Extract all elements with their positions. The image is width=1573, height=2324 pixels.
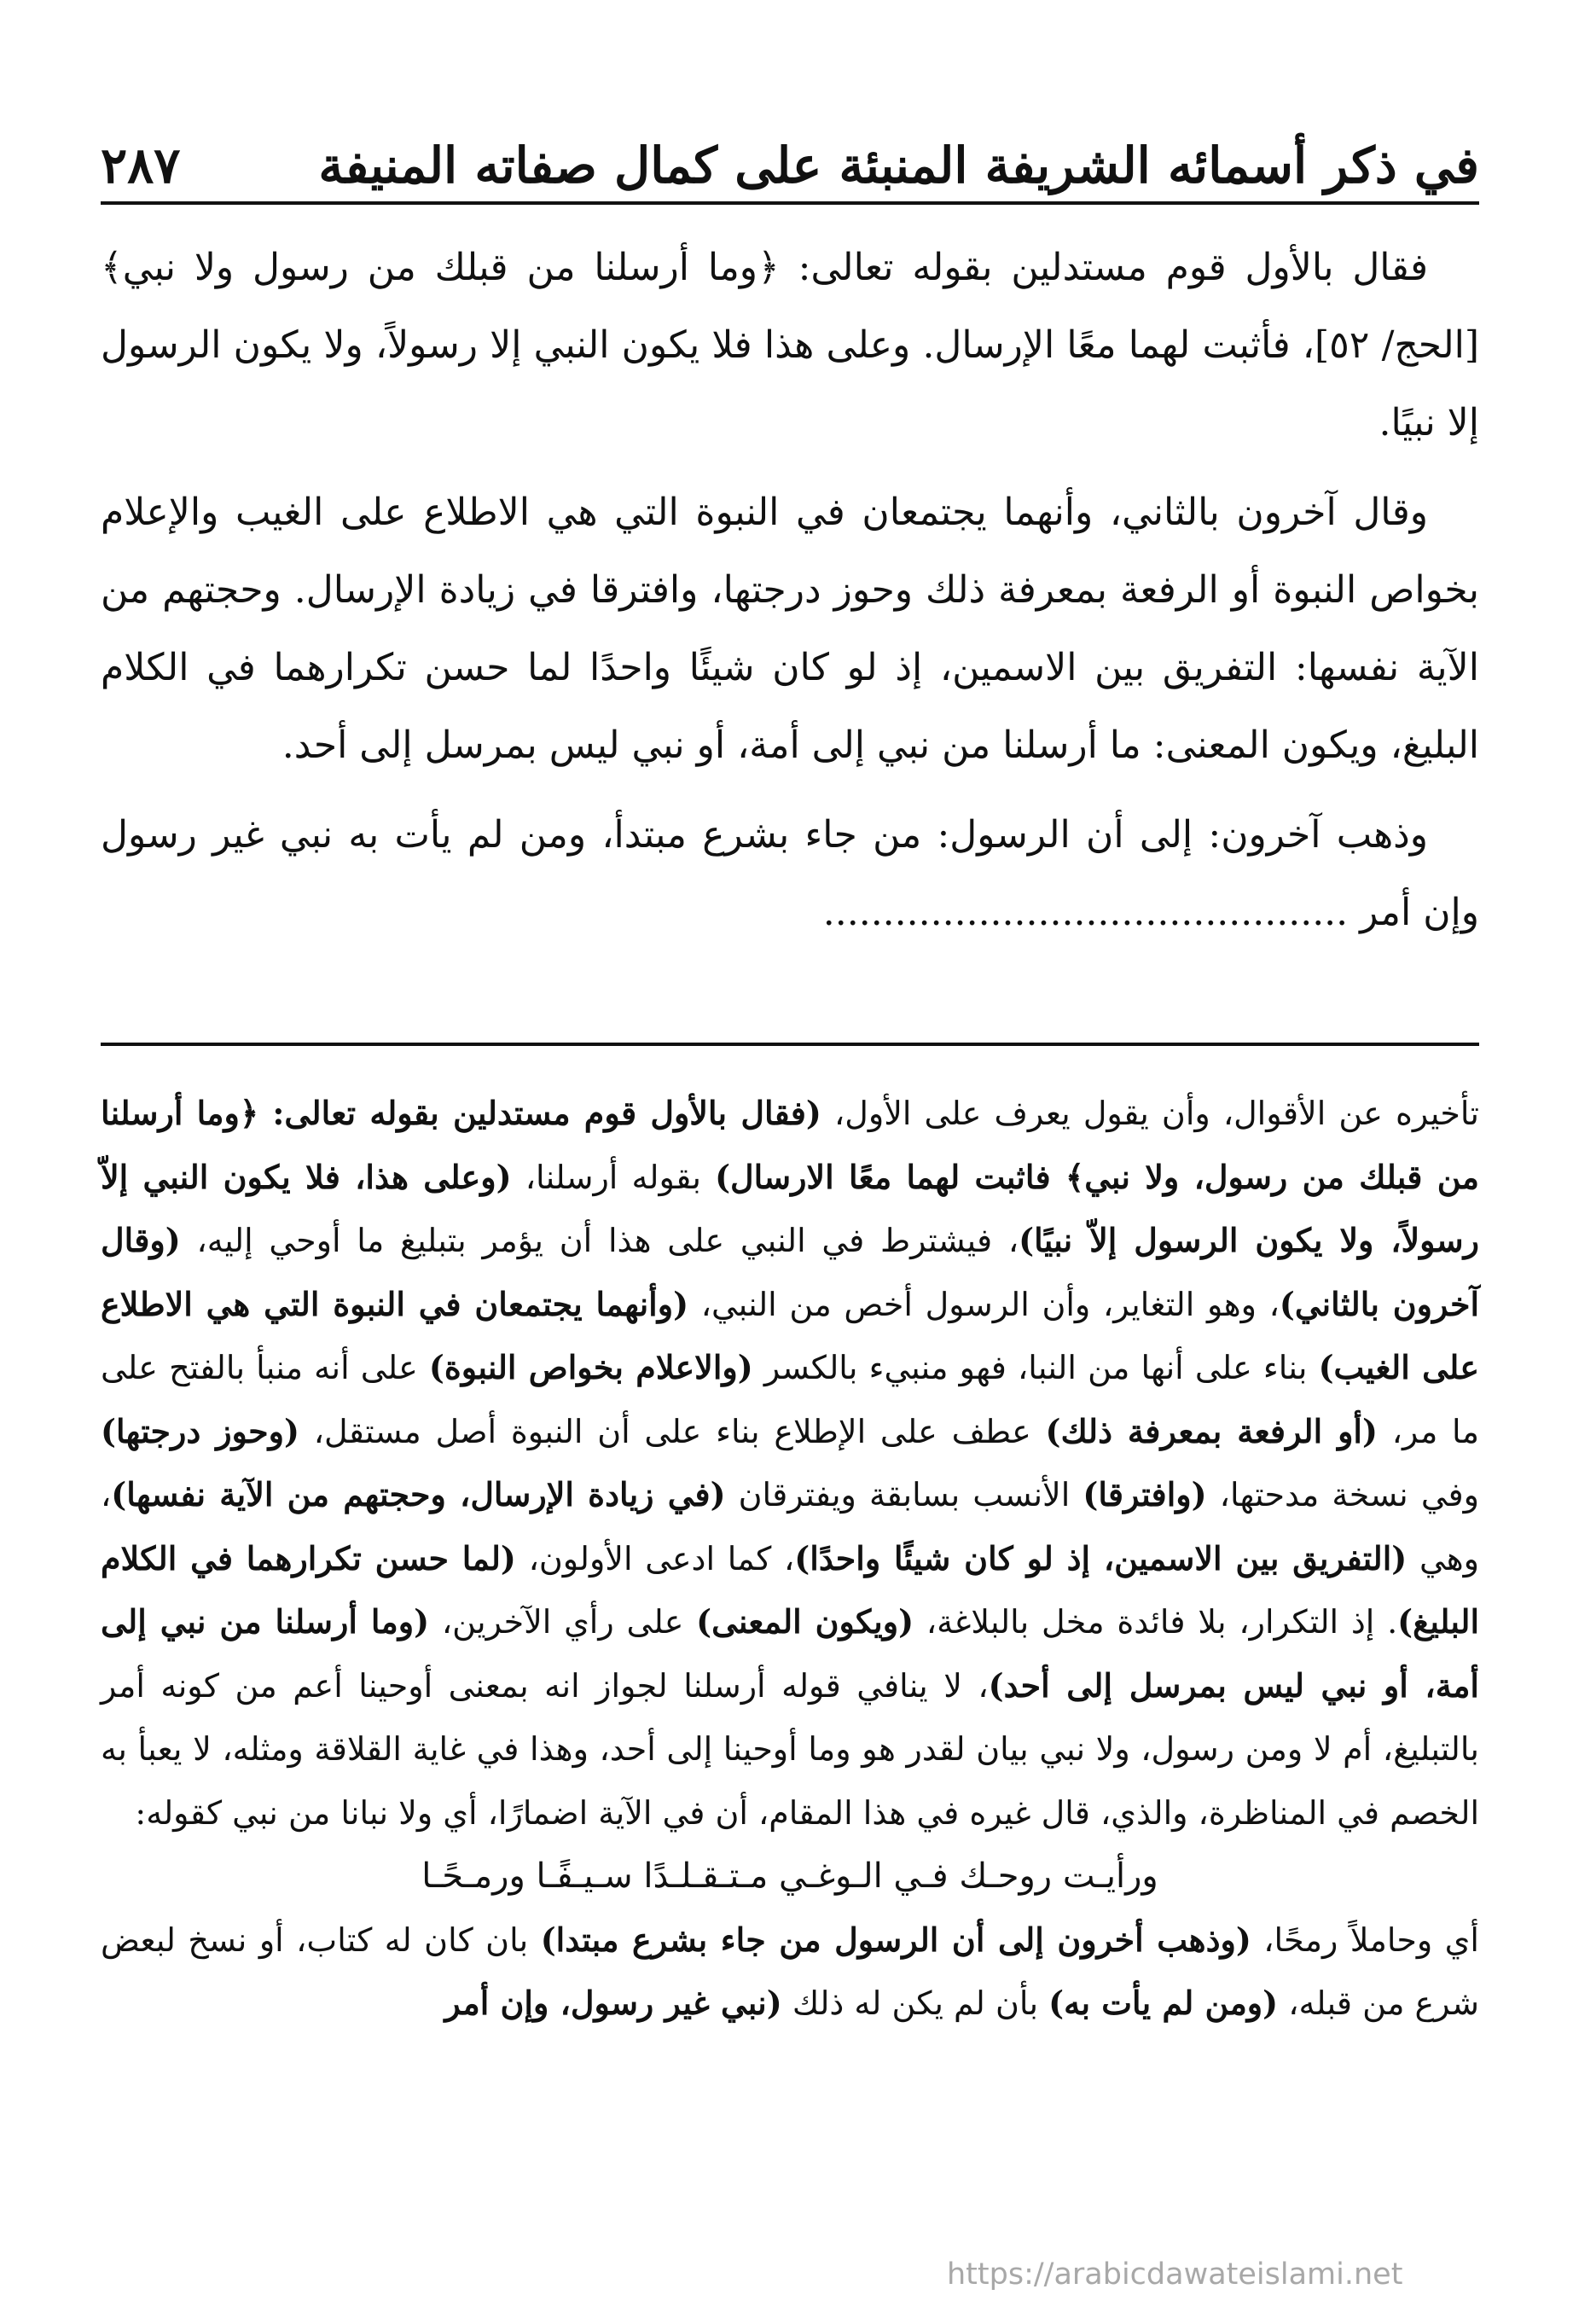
quoted-text: (لما حسن تكرارهما في الكلام البليغ) bbox=[101, 1538, 1480, 1641]
continuation-dots: ............................................ bbox=[822, 891, 1349, 934]
header-rule bbox=[101, 201, 1479, 205]
commentary-span: بناء على أنها من النبا، فهو منبيء بالكسر bbox=[752, 1349, 1319, 1386]
commentary-span: ، وهو التغاير، وأن الرسول أخص من النبي، bbox=[688, 1285, 1280, 1323]
quoted-text: (ويكون المعنى) bbox=[696, 1602, 914, 1641]
quoted-text: (في زيادة الإرسال، وحجتهم من الآية نفسها) bbox=[111, 1475, 726, 1514]
quoted-text: (التفريق بين الاسمين، إذ لو كان شيئًا واحدًا) bbox=[794, 1538, 1408, 1577]
quoted-text: (نبي غير رسول، وإن أمر bbox=[444, 1984, 782, 2022]
running-title: في ذكر أسمائه الشريفة المنبئة على كمال صفاته المنيفة bbox=[318, 137, 1479, 195]
commentary-paragraph bbox=[101, 1082, 1479, 1845]
quoted-text: (وعلى هذا، فلا يكون النبي إلاّ رسولاً، ولا يكون الرسول إلاّ نبيًا) bbox=[101, 1157, 1480, 1259]
main-paragraph-2: وقال آخرون بالثاني، وأنهما يجتمعان في النبوة التي هي الاطلاع على الغيب والإعلام بخواص النبوة أو الرفعة بمعرفة ذلك وحوز درجتها، وافترقا في زيادة الإرسال. وحجتهم من الآية نفسها: التفريق بين الاسمين، إذ لو كان شيئًا واحدًا لما حسن تكرارهما في الكلام البليغ، ويكون المعنى: ما أرسلنا من نبي إلى أمة، أو نبي ليس بمرسل إلى أحد. bbox=[101, 491, 1479, 767]
commentary-span: ، فيشترط في النبي على هذا أن يؤمر بتبليغ ما أوحي إليه، bbox=[180, 1222, 1019, 1259]
page-number: ٢٨٧ bbox=[101, 137, 181, 195]
quoted-text: (وحوز درجتها) bbox=[101, 1411, 300, 1450]
quoted-text: (وأنهما يجتمعان في النبوة التي هي الاطلاع على الغيب) bbox=[101, 1284, 1480, 1386]
commentary-text bbox=[101, 1082, 1479, 2036]
main-paragraph-3-text: وذهب آخرون: إلى أن الرسول: من جاء بشرع مبتدأ، ومن لم يأت به نبي غير رسول وإن أمر bbox=[101, 813, 1479, 934]
main-paragraph-3 bbox=[101, 796, 1479, 951]
quoted-text: (وما أرسلنا من نبي إلى أمة، أو نبي ليس بمرسل إلى أحد) bbox=[101, 1602, 1479, 1705]
commentary-span: . إذ التكرار، بلا فائدة مخل بالبلاغة، bbox=[914, 1603, 1398, 1641]
commentary-span: تأخيره عن الأقوال، وأن يقول يعرف على الأول، bbox=[821, 1095, 1479, 1132]
quoted-text: (وذهب أخرون إلى أن الرسول من جاء بشرع مبتدا) bbox=[540, 1920, 1251, 1959]
quoted-text: (أو الرفعة بمعرفة ذلك) bbox=[1045, 1411, 1378, 1450]
commentary-span: ، كما ادعى الأولون، bbox=[515, 1539, 795, 1577]
main-text bbox=[101, 229, 1479, 963]
poetry-verse: ورأيـت روحـك فـي الـوغـي مـتـقـلـدًا سـيـفًـا ورمـحًـا bbox=[421, 1856, 1158, 1896]
commentary-span: عطف على الإطلاع بناء على أن النبوة أصل مستقل، bbox=[299, 1412, 1046, 1450]
commentary-span: على رأي الآخرين، bbox=[429, 1603, 697, 1641]
watermark-url: https://arabicdawateislami.net bbox=[947, 2257, 1403, 2292]
page-header bbox=[101, 109, 1479, 195]
commentary-span: بان كان له كتاب، أو نسخ لبعض شرع من قبله، bbox=[101, 1920, 1479, 2022]
commentary-span: ، لا ينافي قوله أرسلنا لجواز انه بمعنى أوحينا أعم من كونه أمر بالتبليغ، أم لا ومن رسول، ولا نبي بيان لقدر هو وما أوحينا إلى أحد، وهذا في غاية القلاقة ومثله، لا يعبأ به الخصم في المناظرة، والذي، قال غيره في هذا المقام، أن في الآية اضمارًا، أي ولا نبانا من نبي كقوله: bbox=[101, 1666, 1480, 1832]
footnote-separator bbox=[101, 1043, 1479, 1046]
quoted-text: (والاعلام بخواص النبوة) bbox=[428, 1348, 753, 1386]
commentary-span: ، وهي bbox=[101, 1476, 1479, 1577]
commentary-paragraph bbox=[101, 1909, 1479, 2036]
quoted-text: (وافترقا) bbox=[1083, 1475, 1207, 1514]
commentary-span: على أنه منبأ بالفتح على ما مر، bbox=[101, 1349, 1479, 1450]
commentary-span: أي وحاملاً رمحًا، bbox=[1251, 1920, 1479, 1959]
commentary-span: بأن لم يكن له ذلك bbox=[781, 1984, 1049, 2022]
main-paragraph-1: فقال بالأول قوم مستدلين بقوله تعالى: ﴿وما أرسلنا من قبلك من رسول ولا نبي﴾ [الحج/ ٥٢]، فأثبت لهما معًا الإرسال. وعلى هذا فلا يكون النبي إلا رسولاً، ولا يكون الرسول إلا نبيًا. bbox=[101, 246, 1479, 444]
commentary-span: الأنسب بسابقة ويفترقان bbox=[725, 1476, 1083, 1514]
commentary-span: بقوله أرسلنا، bbox=[511, 1158, 716, 1196]
quoted-text: (وقال آخرون بالثاني) bbox=[101, 1221, 1480, 1323]
quoted-text: (فقال بالأول قوم مستدلين بقوله تعالى: ﴿وما أرسلنا من قبلك من رسول، ولا نبي﴾ فاثبت لهما معًا الارسال) bbox=[101, 1094, 1480, 1196]
quoted-text: (ومن لم يأت به) bbox=[1048, 1984, 1279, 2022]
commentary-span: وفي نسخة مدحتها، bbox=[1206, 1476, 1480, 1514]
